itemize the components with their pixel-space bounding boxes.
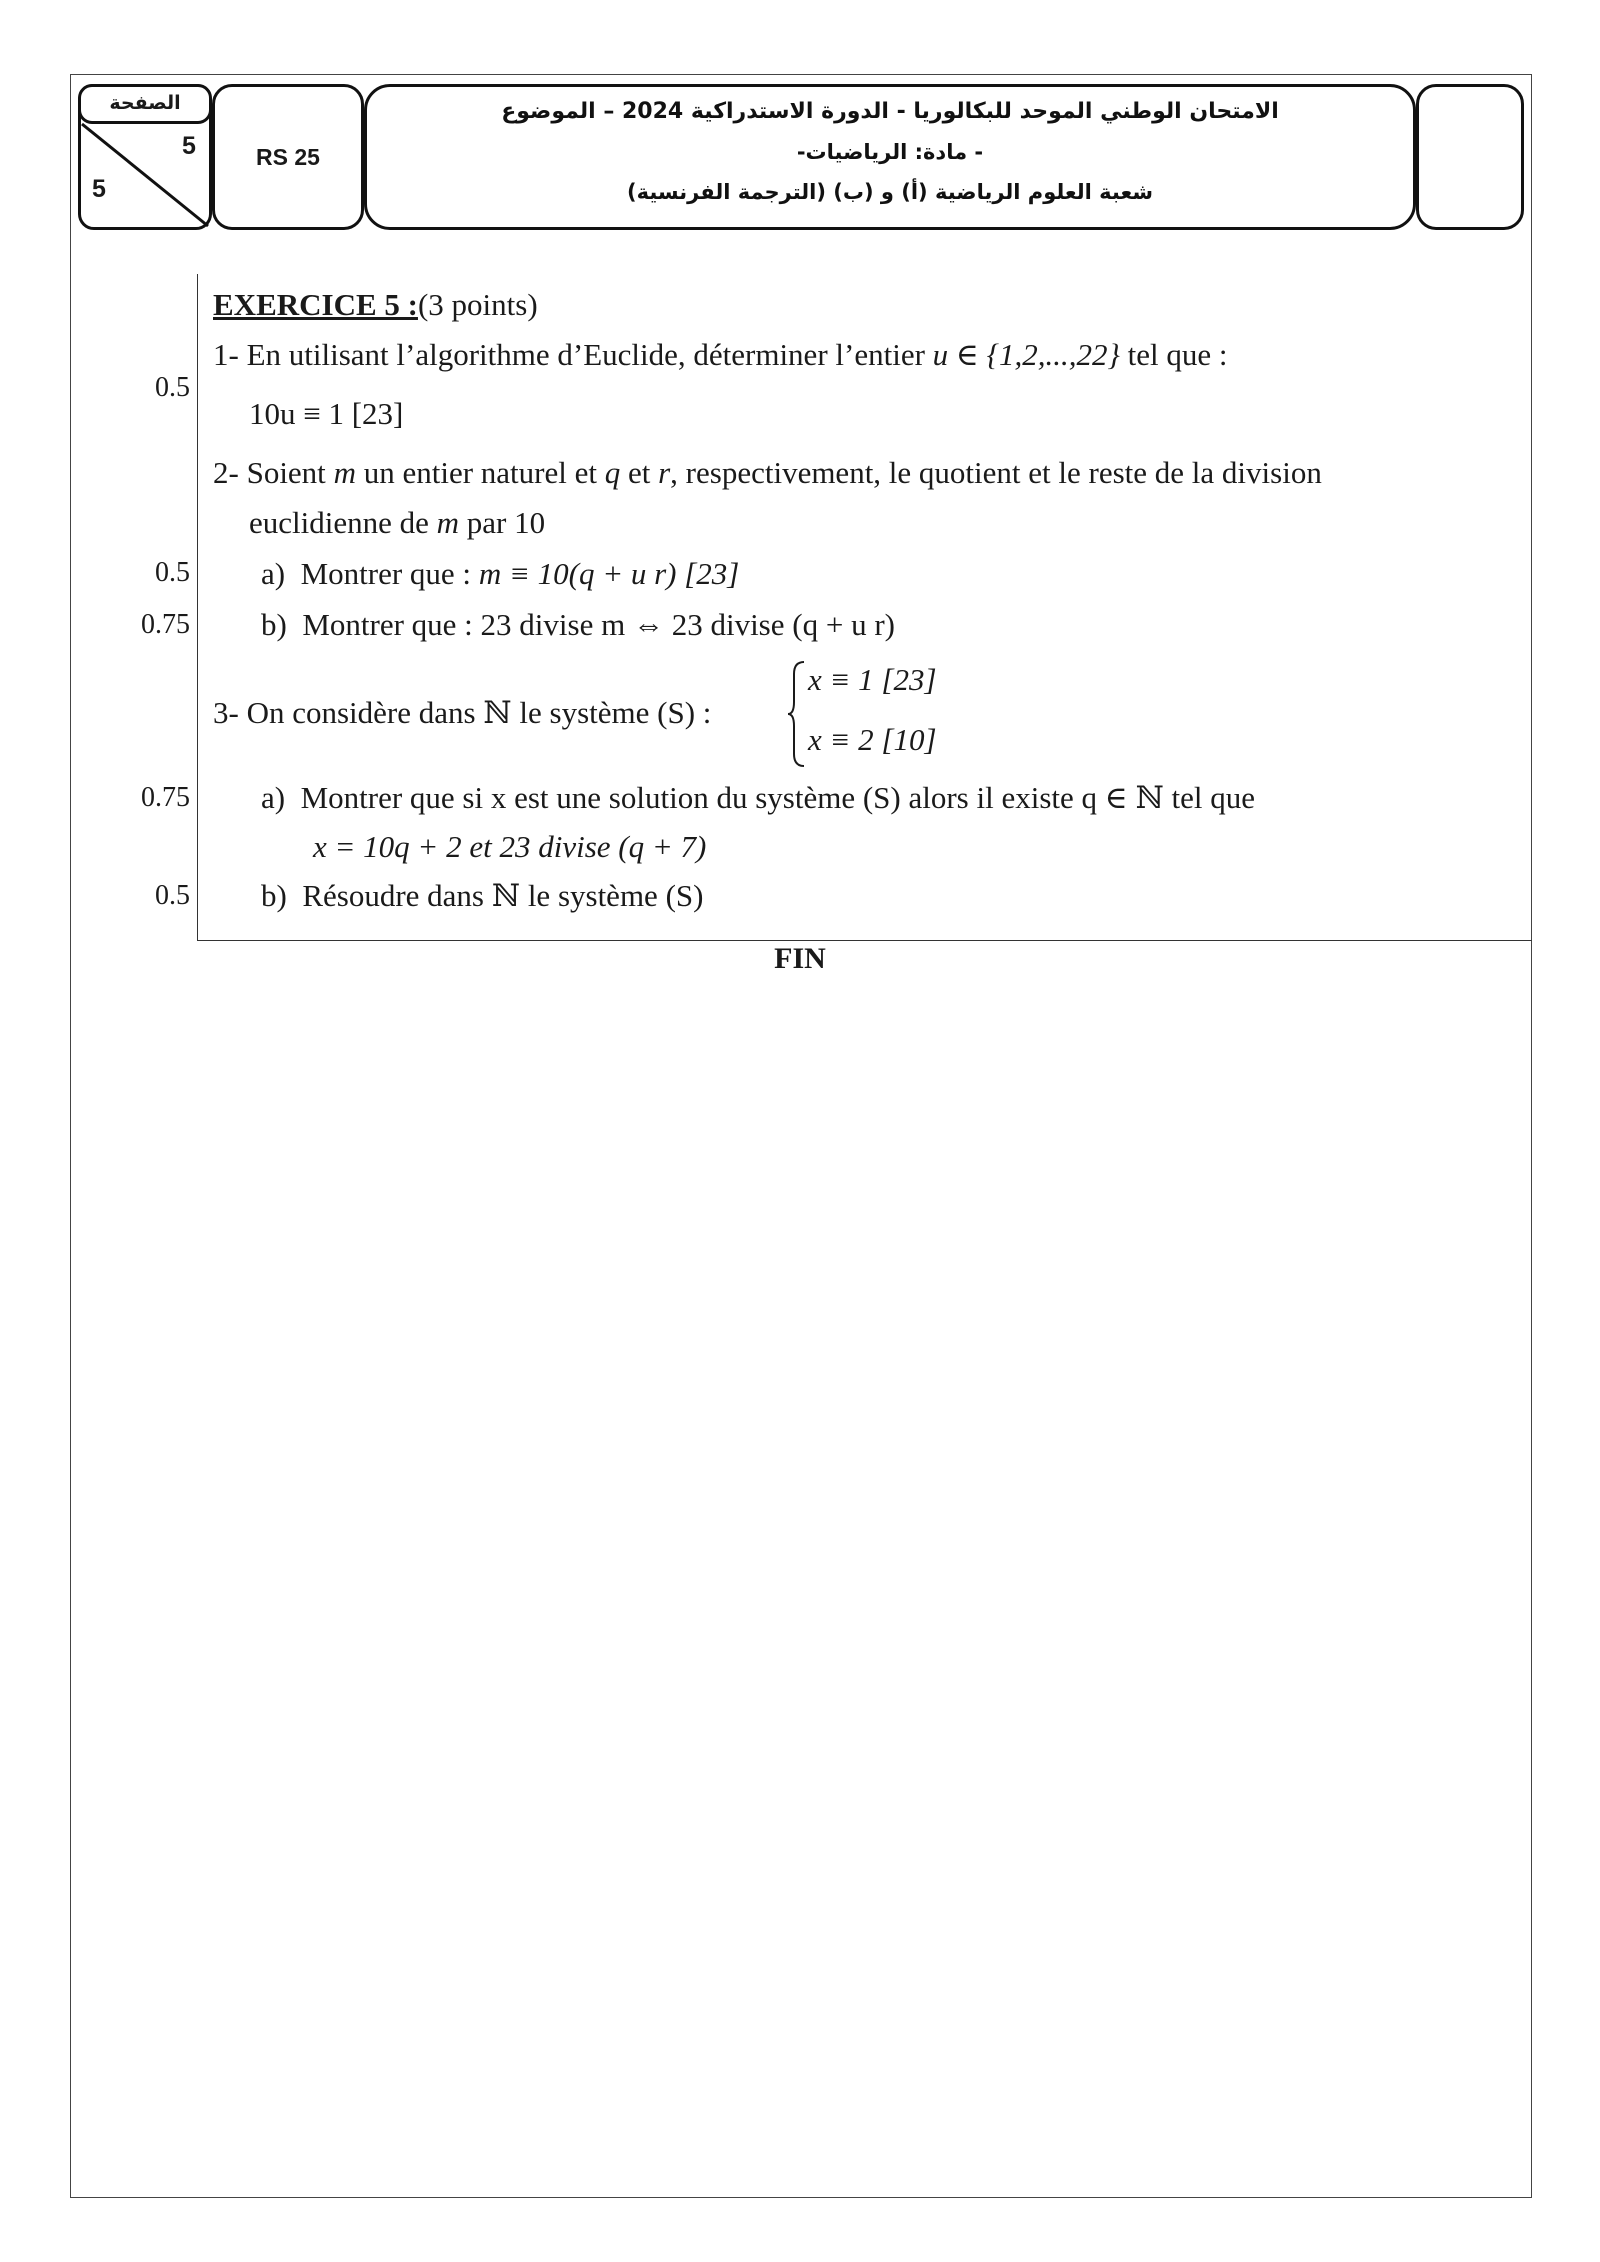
question-3b	[261, 878, 703, 914]
question-2a-text: Montrer que :	[300, 556, 472, 591]
question-3b-label: b)	[261, 878, 287, 913]
question-2a-label: a)	[261, 556, 286, 591]
end-marker: FIN	[774, 942, 826, 975]
question-2-line2	[249, 505, 545, 541]
question-2-text-b: un entier naturel et	[363, 455, 597, 490]
page-total: 5	[92, 175, 106, 203]
system-equation-1: x ≡ 1 [23]	[808, 662, 937, 697]
question-2b-text: Montrer que :	[302, 607, 473, 642]
question-1-congruence: 10u ≡ 1 [23]	[249, 396, 404, 431]
exam-subject: - مادة: الرياضيات-	[796, 140, 984, 164]
question-3b-text: Résoudre dans ℕ le système (S)	[302, 878, 704, 913]
question-1-tail: tel que :	[1127, 337, 1228, 372]
question-2-text-a: 2- Soient	[213, 455, 326, 490]
question-2b-label: b)	[261, 607, 287, 642]
system-brace	[786, 660, 808, 768]
question-2-q: q	[604, 455, 621, 490]
question-2b-math: 23 divise m ⇔ 23 divise (q + u r)	[480, 607, 895, 642]
blank-box	[1416, 84, 1524, 230]
exercise-points: (3 points)	[417, 287, 538, 322]
question-2-et: et	[627, 455, 651, 490]
question-3a-label: a)	[261, 780, 286, 815]
system-equation-2: x ≡ 2 [10]	[808, 722, 937, 757]
exercise-title: EXERCICE 5 :	[213, 287, 418, 322]
question-3a-points: 0.75	[141, 782, 190, 813]
question-2-m: m	[333, 455, 356, 490]
question-2-text-c: , respectivement, le quotient et le reste de la division	[670, 455, 1322, 490]
question-2	[213, 455, 1322, 491]
question-3a	[261, 780, 1255, 816]
question-2-line2-m: m	[436, 505, 460, 540]
question-2-r: r	[658, 455, 671, 490]
question-2-line2-text: euclidienne de	[249, 505, 429, 540]
question-1-set: u ∈ {1,2,...,22}	[932, 337, 1120, 372]
question-3: 3- On considère dans ℕ le système (S) :	[213, 695, 712, 730]
question-1	[213, 337, 1228, 373]
exam-title	[364, 92, 1416, 212]
question-2a-math: m ≡ 10(q + u r) [23]	[478, 556, 740, 591]
question-2-line2-tail: par 10	[466, 505, 546, 540]
question-1-text: 1- En utilisant l’algorithme d’Euclide, déterminer l’entier	[213, 337, 925, 372]
question-3a-line2: x = 10q + 2 et 23 divise (q + 7)	[313, 829, 707, 864]
question-1-points: 0.5	[155, 372, 190, 403]
question-2b	[261, 607, 895, 643]
question-2a-points: 0.5	[155, 557, 190, 588]
page-label: الصفحة	[78, 84, 212, 124]
exam-code: RS 25	[256, 143, 320, 170]
page-current: 5	[182, 132, 196, 160]
exercise-heading	[213, 287, 538, 323]
question-2b-points: 0.75	[141, 609, 190, 640]
exam-title-line1: الامتحان الوطني الموحد للبكالوريا - الدورة الاستدراكية 2024 – الموضوع	[501, 99, 1279, 124]
exam-stream: شعبة العلوم الرياضية (أ) و (ب) (الترجمة الفرنسية)	[626, 180, 1153, 204]
question-3b-points: 0.5	[155, 880, 190, 911]
question-2a	[261, 556, 739, 592]
question-3a-text: Montrer que si x est une solution du système (S) alors il existe q ∈ ℕ tel que	[300, 780, 1256, 815]
